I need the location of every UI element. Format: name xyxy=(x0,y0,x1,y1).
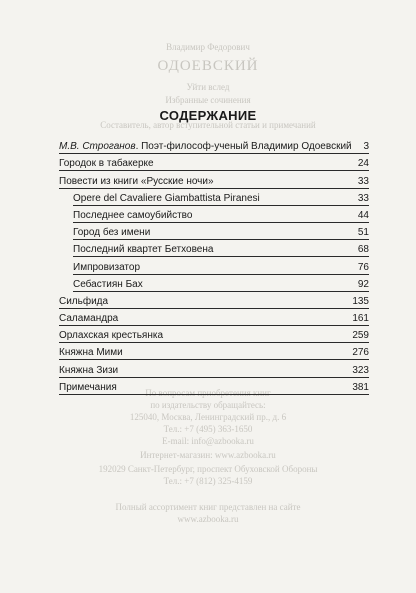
toc-entry-label: Сильфида xyxy=(59,295,109,307)
toc-entry-page-number: 276 xyxy=(352,347,369,359)
toc-entry-underline xyxy=(73,239,369,240)
toc-entry-underline xyxy=(59,170,369,171)
bleed-through-line: www.azbooka.ru xyxy=(177,514,239,524)
bleed-through-line: Полный ассортимент книг представлен на сайте xyxy=(115,502,301,512)
toc-entry-label: Город без имени xyxy=(73,227,151,239)
toc-entry-page-number: 44 xyxy=(357,209,369,221)
toc-entry xyxy=(59,276,369,293)
toc-entry-page-number: 323 xyxy=(352,364,369,376)
toc-entry-page-number: 381 xyxy=(352,381,369,393)
toc-entry xyxy=(59,293,369,310)
toc-entry-underline xyxy=(59,308,369,309)
toc-entry xyxy=(59,155,369,172)
toc-entry-label: Себастиян Бах xyxy=(73,278,143,290)
toc-entry-underline xyxy=(59,188,369,189)
toc-entry-label: Последний квартет Бетховена xyxy=(73,244,214,256)
bleed-through-line: Е-mail: info@azbooka.ru xyxy=(162,436,254,446)
toc-entry-page-number: 135 xyxy=(352,295,369,307)
toc-entry xyxy=(59,172,369,189)
toc-entry-underline xyxy=(59,325,369,326)
toc-entry xyxy=(59,344,369,361)
table-of-contents xyxy=(59,138,369,396)
toc-entry xyxy=(59,190,369,207)
toc-entry-underline xyxy=(59,377,369,378)
toc-entry-label: Последнее самоубийство xyxy=(73,209,193,221)
toc-entry-label: Импровизатор xyxy=(73,261,141,273)
bleed-through-line: Уйти вслед xyxy=(186,82,230,92)
toc-entry xyxy=(59,327,369,344)
toc-entry-underline xyxy=(59,342,369,343)
toc-entry-label: Саламандра xyxy=(59,313,119,325)
toc-entry xyxy=(59,138,369,155)
toc-entry-page-number: 161 xyxy=(352,313,369,325)
toc-entry-underline xyxy=(73,205,369,206)
toc-entry-page-number: 33 xyxy=(357,175,369,187)
toc-entry-label: Княжна Мими xyxy=(59,347,123,359)
toc-entry-page-number: 68 xyxy=(357,244,369,256)
bleed-through-line: Составитель, автор вступительной статьи и примечаний xyxy=(100,120,316,130)
toc-entry xyxy=(59,241,369,258)
toc-entry xyxy=(59,361,369,378)
toc-entry-underline xyxy=(59,359,369,360)
toc-entry-page-number: 259 xyxy=(352,330,369,342)
bleed-through-line: Тел.: +7 (495) 363-1650 xyxy=(163,424,253,434)
bleed-through-title: ОДОЕВСКИЙ xyxy=(157,58,259,74)
toc-entry xyxy=(59,310,369,327)
toc-entry xyxy=(59,379,369,396)
toc-entry-label: Примечания xyxy=(59,381,117,393)
toc-entry-page-number: 92 xyxy=(357,278,369,290)
toc-entry-label: Орлахская крестьянка xyxy=(59,330,164,342)
toc-entry-underline xyxy=(73,222,369,223)
toc-entry xyxy=(59,258,369,275)
bleed-through-line: По вопросам приобретения книг xyxy=(145,388,271,398)
toc-entry-label: Повести из книги «Русские ночи» xyxy=(59,175,214,187)
toc-entry-page-number: 33 xyxy=(357,192,369,204)
toc-entry-page-number: 24 xyxy=(357,158,369,170)
toc-entry-label: Княжна Зизи xyxy=(59,364,119,376)
toc-entry-author: М.В. Строганов xyxy=(59,141,136,153)
toc-entry xyxy=(59,224,369,241)
toc-entry-page-number: 3 xyxy=(363,141,369,153)
bleed-through-line: Тел.: +7 (812) 325-4159 xyxy=(163,476,253,486)
toc-entry-underline xyxy=(59,394,369,395)
bleed-through-line: по издательству обращайтесь: xyxy=(150,400,266,410)
toc-entry-label: Opere del Cavaliere Giambattista Piranesi xyxy=(73,192,260,204)
bleed-through-line: 125040, Москва, Ленинградский пр., д. 6 xyxy=(129,412,287,422)
bleed-through-line: Интернет-магазин: www.azbooka.ru xyxy=(140,450,276,460)
page-title: СОДЕРЖАНИЕ xyxy=(159,108,257,123)
bleed-through-line: Избранные сочинения xyxy=(165,95,251,105)
toc-entry-underline xyxy=(73,274,369,275)
toc-entry-underline xyxy=(73,256,369,257)
toc-entry-page-number: 51 xyxy=(357,227,369,239)
toc-entry xyxy=(59,207,369,224)
bleed-through-author: Владимир Федорович xyxy=(166,42,250,52)
toc-entry-page-number: 76 xyxy=(357,261,369,273)
toc-entry-underline xyxy=(59,153,369,154)
toc-entry-label: Городок в табакерке xyxy=(59,158,154,170)
toc-entry-label: . Поэт-философ-ученый Владимир Одоевский xyxy=(135,141,352,153)
toc-entry-underline xyxy=(73,291,369,292)
bleed-through-line: 192029 Санкт-Петербург, проспект Обуховской Обороны xyxy=(98,464,318,474)
